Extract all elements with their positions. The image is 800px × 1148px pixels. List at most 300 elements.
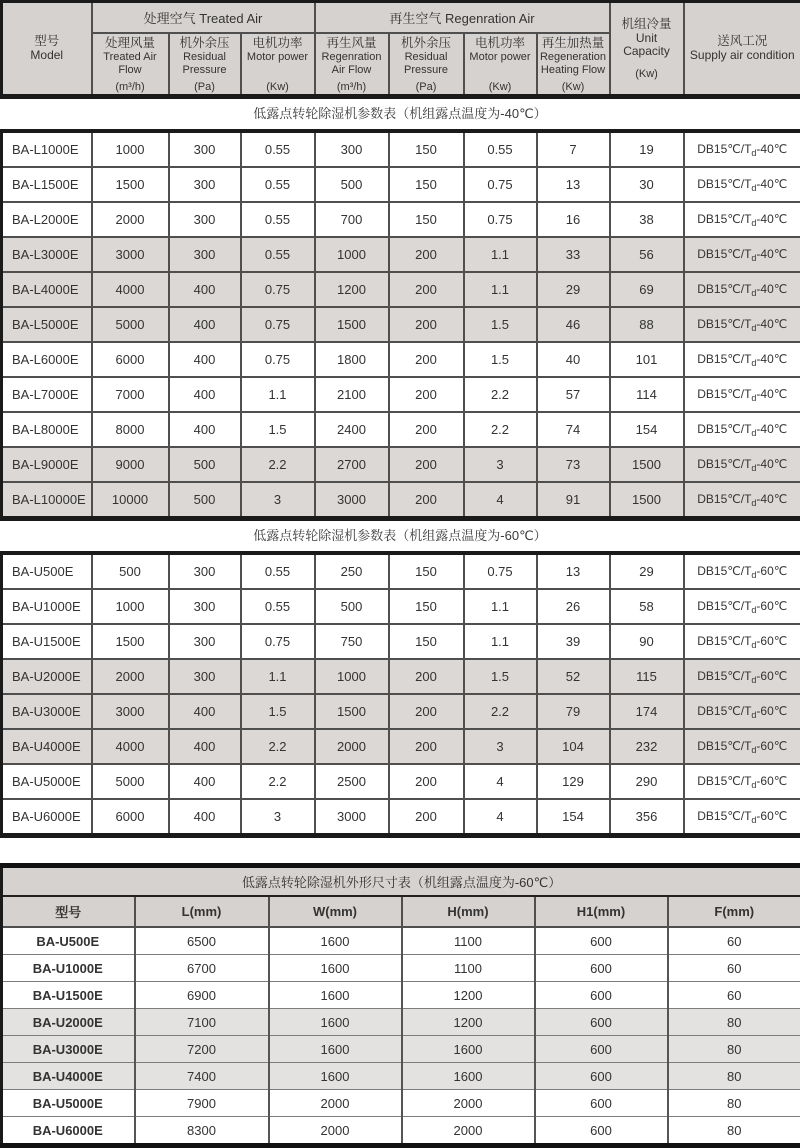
value-cell: 1500 (610, 447, 684, 482)
value-cell: 91 (537, 482, 610, 519)
value-cell: 10000 (92, 482, 169, 519)
section-title-minus40: 低露点转轮除湿机参数表（机组露点温度为-40℃） (0, 99, 800, 129)
parameter-table-minus60 (0, 551, 800, 838)
value-cell: 1600 (269, 982, 402, 1009)
value-cell: 104 (537, 729, 610, 764)
value-cell: 7100 (135, 1009, 269, 1036)
parameter-table-minus40-body (2, 131, 800, 519)
value-cell: 250 (315, 553, 389, 589)
value-cell: 500 (315, 589, 389, 624)
value-cell: 1800 (315, 342, 389, 377)
value-cell: 4000 (92, 729, 169, 764)
value-cell: 300 (169, 237, 241, 272)
value-cell: 73 (537, 447, 610, 482)
value-cell: 600 (535, 982, 668, 1009)
column-header-regeneration-air-flow: 再生风量 Regenration Air Flow (m³/h) (315, 33, 389, 97)
value-cell: 3000 (315, 799, 389, 836)
value-cell: 2000 (402, 1117, 535, 1146)
table-row (2, 553, 800, 589)
value-cell: 58 (610, 589, 684, 624)
value-cell: 600 (535, 1090, 668, 1117)
value-cell: 5000 (92, 307, 169, 342)
value-cell: 1600 (402, 1036, 535, 1063)
value-cell: 0.55 (241, 167, 315, 202)
value-cell: 57 (537, 377, 610, 412)
value-cell: 5000 (92, 764, 169, 799)
value-cell: 2.2 (241, 764, 315, 799)
value-cell: 1000 (315, 659, 389, 694)
supply-air-zh: 送风工况 (717, 34, 767, 49)
value-cell: 2.2 (464, 377, 537, 412)
value-cell: 8000 (92, 412, 169, 447)
value-cell: 60 (668, 955, 800, 982)
value-cell: 200 (389, 659, 464, 694)
value-cell: 1.5 (464, 307, 537, 342)
value-cell: 2000 (269, 1090, 402, 1117)
value-cell: 750 (315, 624, 389, 659)
value-cell: 1500 (92, 167, 169, 202)
model-cell: BA-L6000E (2, 342, 92, 377)
value-cell: 200 (389, 272, 464, 307)
value-cell: 7000 (92, 377, 169, 412)
unit-capacity-unit: (Kw) (635, 68, 658, 80)
model-cell: BA-U4000E (2, 729, 92, 764)
value-cell: 300 (169, 167, 241, 202)
dim-column-header-H: H(mm) (402, 896, 535, 927)
value-cell: 150 (389, 131, 464, 167)
value-cell: 16 (537, 202, 610, 237)
supply-condition-cell: $DB15℃/T_d-40℃$ (684, 412, 800, 447)
table-gap (0, 838, 800, 863)
model-cell: BA-L8000E (2, 412, 92, 447)
value-cell: 2400 (315, 412, 389, 447)
value-cell: 300 (169, 624, 241, 659)
supply-condition-cell: $DB15℃/T_d-40℃$ (684, 447, 800, 482)
value-cell: 1.1 (241, 377, 315, 412)
value-cell: 0.75 (464, 202, 537, 237)
supply-condition-cell: $DB15℃/T_d-40℃$ (684, 237, 800, 272)
value-cell: 1.1 (464, 589, 537, 624)
value-cell: 200 (389, 764, 464, 799)
value-cell: 7200 (135, 1036, 269, 1063)
value-cell: 400 (169, 307, 241, 342)
value-cell: 700 (315, 202, 389, 237)
value-cell: 1600 (269, 1009, 402, 1036)
value-cell: 300 (169, 202, 241, 237)
value-cell: 1500 (92, 624, 169, 659)
model-cell: BA-U2000E (2, 1009, 135, 1036)
value-cell: 3000 (92, 694, 169, 729)
value-cell: 3 (241, 482, 315, 519)
value-cell: 114 (610, 377, 684, 412)
value-cell: 200 (389, 307, 464, 342)
value-cell: 79 (537, 694, 610, 729)
value-cell: 500 (169, 482, 241, 519)
value-cell: 0.55 (464, 131, 537, 167)
supply-condition-cell: $DB15℃/T_d-60℃$ (684, 589, 800, 624)
value-cell: 2.2 (241, 729, 315, 764)
model-cell: BA-L1500E (2, 167, 92, 202)
value-cell: 150 (389, 553, 464, 589)
value-cell: 154 (610, 412, 684, 447)
table-row (2, 1009, 800, 1036)
value-cell: 0.75 (241, 342, 315, 377)
supply-air-en: Supply air condition (690, 49, 795, 63)
value-cell: 3000 (92, 237, 169, 272)
value-cell: 2000 (269, 1117, 402, 1146)
value-cell: 3 (464, 447, 537, 482)
value-cell: 2100 (315, 377, 389, 412)
value-cell: 0.55 (241, 553, 315, 589)
value-cell: 232 (610, 729, 684, 764)
unit-capacity-zh: 机组冷量 (622, 17, 672, 32)
value-cell: 200 (389, 694, 464, 729)
value-cell: 600 (535, 1063, 668, 1090)
value-cell: 400 (169, 412, 241, 447)
table-row (2, 1036, 800, 1063)
unit-capacity-en: Unit Capacity (612, 32, 682, 60)
value-cell: 500 (315, 167, 389, 202)
value-cell: 150 (389, 202, 464, 237)
dimension-table (0, 863, 800, 1148)
table-row (2, 447, 800, 482)
model-cell: BA-U3000E (2, 1036, 135, 1063)
value-cell: 1.1 (464, 237, 537, 272)
value-cell: 600 (535, 955, 668, 982)
value-cell: 0.55 (241, 237, 315, 272)
value-cell: 0.75 (241, 624, 315, 659)
table-row (2, 1063, 800, 1090)
value-cell: 115 (610, 659, 684, 694)
value-cell: 400 (169, 799, 241, 836)
table-row (2, 131, 800, 167)
value-cell: 1600 (402, 1063, 535, 1090)
value-cell: 600 (535, 927, 668, 955)
value-cell: 80 (668, 1009, 800, 1036)
table-row (2, 202, 800, 237)
value-cell: 40 (537, 342, 610, 377)
value-cell: 69 (610, 272, 684, 307)
table-row (2, 482, 800, 519)
table-row (2, 694, 800, 729)
value-cell: 9000 (92, 447, 169, 482)
table-row (2, 764, 800, 799)
table-row (2, 729, 800, 764)
value-cell: 1500 (315, 307, 389, 342)
value-cell: 3 (464, 729, 537, 764)
value-cell: 1600 (269, 1036, 402, 1063)
supply-condition-cell: $DB15℃/T_d-60℃$ (684, 729, 800, 764)
value-cell: 88 (610, 307, 684, 342)
value-cell: 1500 (610, 482, 684, 519)
value-cell: 300 (169, 659, 241, 694)
model-cell: BA-U500E (2, 927, 135, 955)
value-cell: 39 (537, 624, 610, 659)
value-cell: 60 (668, 982, 800, 1009)
value-cell: 19 (610, 131, 684, 167)
table-row (2, 982, 800, 1009)
dim-column-header-H1: H1(mm) (535, 896, 668, 927)
value-cell: 356 (610, 799, 684, 836)
supply-condition-cell: $DB15℃/T_d-40℃$ (684, 342, 800, 377)
table-row (2, 1117, 800, 1146)
value-cell: 300 (169, 553, 241, 589)
value-cell: 7 (537, 131, 610, 167)
value-cell: 6500 (135, 927, 269, 955)
value-cell: 2000 (402, 1090, 535, 1117)
table-row (2, 272, 800, 307)
spec-header (2, 2, 800, 97)
value-cell: 600 (535, 1117, 668, 1146)
value-cell: 0.75 (464, 167, 537, 202)
value-cell: 500 (169, 447, 241, 482)
model-cell: BA-U4000E (2, 1063, 135, 1090)
model-cell: BA-L9000E (2, 447, 92, 482)
value-cell: 1100 (402, 927, 535, 955)
value-cell: 129 (537, 764, 610, 799)
value-cell: 1000 (92, 589, 169, 624)
supply-condition-cell: $DB15℃/T_d-60℃$ (684, 624, 800, 659)
value-cell: 2000 (315, 729, 389, 764)
model-cell: BA-L7000E (2, 377, 92, 412)
supply-condition-cell: $DB15℃/T_d-40℃$ (684, 307, 800, 342)
value-cell: 400 (169, 764, 241, 799)
model-cell: BA-U5000E (2, 764, 92, 799)
value-cell: 1.5 (241, 412, 315, 447)
value-cell: 38 (610, 202, 684, 237)
supply-condition-cell: $DB15℃/T_d-40℃$ (684, 167, 800, 202)
table-row (2, 624, 800, 659)
value-cell: 200 (389, 799, 464, 836)
parameter-table-minus60-body (2, 553, 800, 836)
value-cell: 1.5 (464, 342, 537, 377)
value-cell: 80 (668, 1117, 800, 1146)
value-cell: 80 (668, 1090, 800, 1117)
column-header-supply-air (684, 2, 800, 97)
model-cell: BA-U1500E (2, 982, 135, 1009)
model-cell: BA-U2000E (2, 659, 92, 694)
model-header-zh: 型号 (34, 34, 59, 49)
value-cell: 2000 (92, 202, 169, 237)
value-cell: 6000 (92, 342, 169, 377)
value-cell: 200 (389, 482, 464, 519)
table-row (2, 1090, 800, 1117)
value-cell: 1000 (92, 131, 169, 167)
value-cell: 29 (537, 272, 610, 307)
value-cell: 1.5 (464, 659, 537, 694)
value-cell: 154 (537, 799, 610, 836)
value-cell: 174 (610, 694, 684, 729)
value-cell: 2.2 (241, 447, 315, 482)
value-cell: 200 (389, 412, 464, 447)
value-cell: 90 (610, 624, 684, 659)
value-cell: 52 (537, 659, 610, 694)
group-header-treated-air: 处理空气 Treated Air (92, 2, 315, 34)
dimension-table-title: 低露点转轮除湿机外形尺寸表（机组露点温度为-60℃） (2, 866, 800, 897)
table-row (2, 589, 800, 624)
table-row (2, 412, 800, 447)
model-cell: BA-U1000E (2, 955, 135, 982)
value-cell: 6900 (135, 982, 269, 1009)
value-cell: 300 (169, 589, 241, 624)
value-cell: 1200 (402, 982, 535, 1009)
value-cell: 1600 (269, 955, 402, 982)
value-cell: 1200 (402, 1009, 535, 1036)
model-cell: BA-U1500E (2, 624, 92, 659)
value-cell: 4 (464, 799, 537, 836)
model-cell: BA-L1000E (2, 131, 92, 167)
value-cell: 30 (610, 167, 684, 202)
supply-condition-cell: $DB15℃/T_d-60℃$ (684, 694, 800, 729)
value-cell: 600 (535, 1009, 668, 1036)
value-cell: 150 (389, 167, 464, 202)
column-header-residual-pressure-treated: 机外余压 Residual Pressure (Pa) (169, 33, 241, 97)
column-header-residual-pressure-regen: 机外余压 Residual Pressure (Pa) (389, 33, 464, 97)
value-cell: 56 (610, 237, 684, 272)
dimension-table-header (2, 866, 800, 928)
value-cell: 2.2 (464, 694, 537, 729)
value-cell: 13 (537, 553, 610, 589)
supply-condition-cell: $DB15℃/T_d-60℃$ (684, 553, 800, 589)
value-cell: 33 (537, 237, 610, 272)
dim-column-header-F: F(mm) (668, 896, 800, 927)
value-cell: 6000 (92, 799, 169, 836)
value-cell: 400 (169, 342, 241, 377)
model-cell: BA-U6000E (2, 1117, 135, 1146)
value-cell: 4000 (92, 272, 169, 307)
model-cell: BA-L4000E (2, 272, 92, 307)
value-cell: 60 (668, 927, 800, 955)
value-cell: 150 (389, 624, 464, 659)
dim-column-header-W: W(mm) (269, 896, 402, 927)
value-cell: 0.75 (241, 272, 315, 307)
value-cell: 400 (169, 272, 241, 307)
value-cell: 0.55 (241, 131, 315, 167)
value-cell: 0.55 (241, 589, 315, 624)
model-cell: BA-U6000E (2, 799, 92, 836)
value-cell: 80 (668, 1063, 800, 1090)
model-cell: BA-U5000E (2, 1090, 135, 1117)
column-header-motor-power-treated: 电机功率 Motor power (Kw) (241, 33, 315, 97)
dim-column-header-model: 型号 (2, 896, 135, 927)
value-cell: 101 (610, 342, 684, 377)
value-cell: 500 (92, 553, 169, 589)
supply-condition-cell: $DB15℃/T_d-40℃$ (684, 202, 800, 237)
value-cell: 2.2 (464, 412, 537, 447)
section-title-minus60: 低露点转轮除湿机参数表（机组露点温度为-60℃） (0, 521, 800, 551)
value-cell: 2500 (315, 764, 389, 799)
value-cell: 29 (610, 553, 684, 589)
table-row (2, 799, 800, 836)
model-cell: BA-L3000E (2, 237, 92, 272)
value-cell: 1200 (315, 272, 389, 307)
value-cell: 400 (169, 377, 241, 412)
value-cell: 1600 (269, 1063, 402, 1090)
table-row (2, 659, 800, 694)
model-cell: BA-L10000E (2, 482, 92, 519)
value-cell: 0.75 (464, 553, 537, 589)
model-cell: BA-U1000E (2, 589, 92, 624)
table-row (2, 377, 800, 412)
value-cell: 400 (169, 729, 241, 764)
supply-condition-cell: $DB15℃/T_d-40℃$ (684, 272, 800, 307)
supply-condition-cell: $DB15℃/T_d-40℃$ (684, 482, 800, 519)
column-header-motor-power-regen: 电机功率 Motor power (Kw) (464, 33, 537, 97)
supply-condition-cell: $DB15℃/T_d-40℃$ (684, 131, 800, 167)
value-cell: 200 (389, 342, 464, 377)
value-cell: 600 (535, 1036, 668, 1063)
table-row (2, 342, 800, 377)
supply-condition-cell: $DB15℃/T_d-40℃$ (684, 377, 800, 412)
value-cell: 3000 (315, 482, 389, 519)
value-cell: 1000 (315, 237, 389, 272)
value-cell: 0.55 (241, 202, 315, 237)
column-header-regeneration-heating: 再生加热量 Regeneration Heating Flow (Kw) (537, 33, 610, 97)
supply-condition-cell: $DB15℃/T_d-60℃$ (684, 764, 800, 799)
value-cell: 7400 (135, 1063, 269, 1090)
value-cell: 74 (537, 412, 610, 447)
value-cell: 200 (389, 237, 464, 272)
model-header-en: Model (30, 49, 63, 63)
value-cell: 2700 (315, 447, 389, 482)
value-cell: 2000 (92, 659, 169, 694)
value-cell: 200 (389, 729, 464, 764)
value-cell: 1500 (315, 694, 389, 729)
value-cell: 200 (389, 377, 464, 412)
value-cell: 1.1 (464, 272, 537, 307)
model-cell: BA-U3000E (2, 694, 92, 729)
value-cell: 46 (537, 307, 610, 342)
table-row (2, 955, 800, 982)
column-header-treated-air-flow: 处理风量 Treated Air Flow (m³/h) (92, 33, 169, 97)
value-cell: 4 (464, 764, 537, 799)
column-header-model (2, 2, 92, 97)
value-cell: 290 (610, 764, 684, 799)
value-cell: 400 (169, 694, 241, 729)
model-cell: BA-L2000E (2, 202, 92, 237)
value-cell: 0.75 (241, 307, 315, 342)
value-cell: 150 (389, 589, 464, 624)
value-cell: 1600 (269, 927, 402, 955)
table-row (2, 307, 800, 342)
dim-column-header-L: L(mm) (135, 896, 269, 927)
value-cell: 80 (668, 1036, 800, 1063)
value-cell: 8300 (135, 1117, 269, 1146)
supply-condition-cell: $DB15℃/T_d-60℃$ (684, 799, 800, 836)
group-header-regeneration-air: 再生空气 Regenration Air (315, 2, 610, 34)
value-cell: 1100 (402, 955, 535, 982)
supply-condition-cell: $DB15℃/T_d-60℃$ (684, 659, 800, 694)
value-cell: 7900 (135, 1090, 269, 1117)
value-cell: 13 (537, 167, 610, 202)
value-cell: 26 (537, 589, 610, 624)
dimension-table-body (2, 927, 800, 1146)
table-row (2, 237, 800, 272)
table-row (2, 167, 800, 202)
model-cell: BA-U500E (2, 553, 92, 589)
spec-header-table (0, 0, 800, 99)
value-cell: 1.5 (241, 694, 315, 729)
parameter-table-minus40 (0, 129, 800, 521)
value-cell: 300 (169, 131, 241, 167)
value-cell: 4 (464, 482, 537, 519)
model-cell: BA-L5000E (2, 307, 92, 342)
value-cell: 200 (389, 447, 464, 482)
value-cell: 6700 (135, 955, 269, 982)
value-cell: 1.1 (241, 659, 315, 694)
value-cell: 3 (241, 799, 315, 836)
table-row (2, 927, 800, 955)
